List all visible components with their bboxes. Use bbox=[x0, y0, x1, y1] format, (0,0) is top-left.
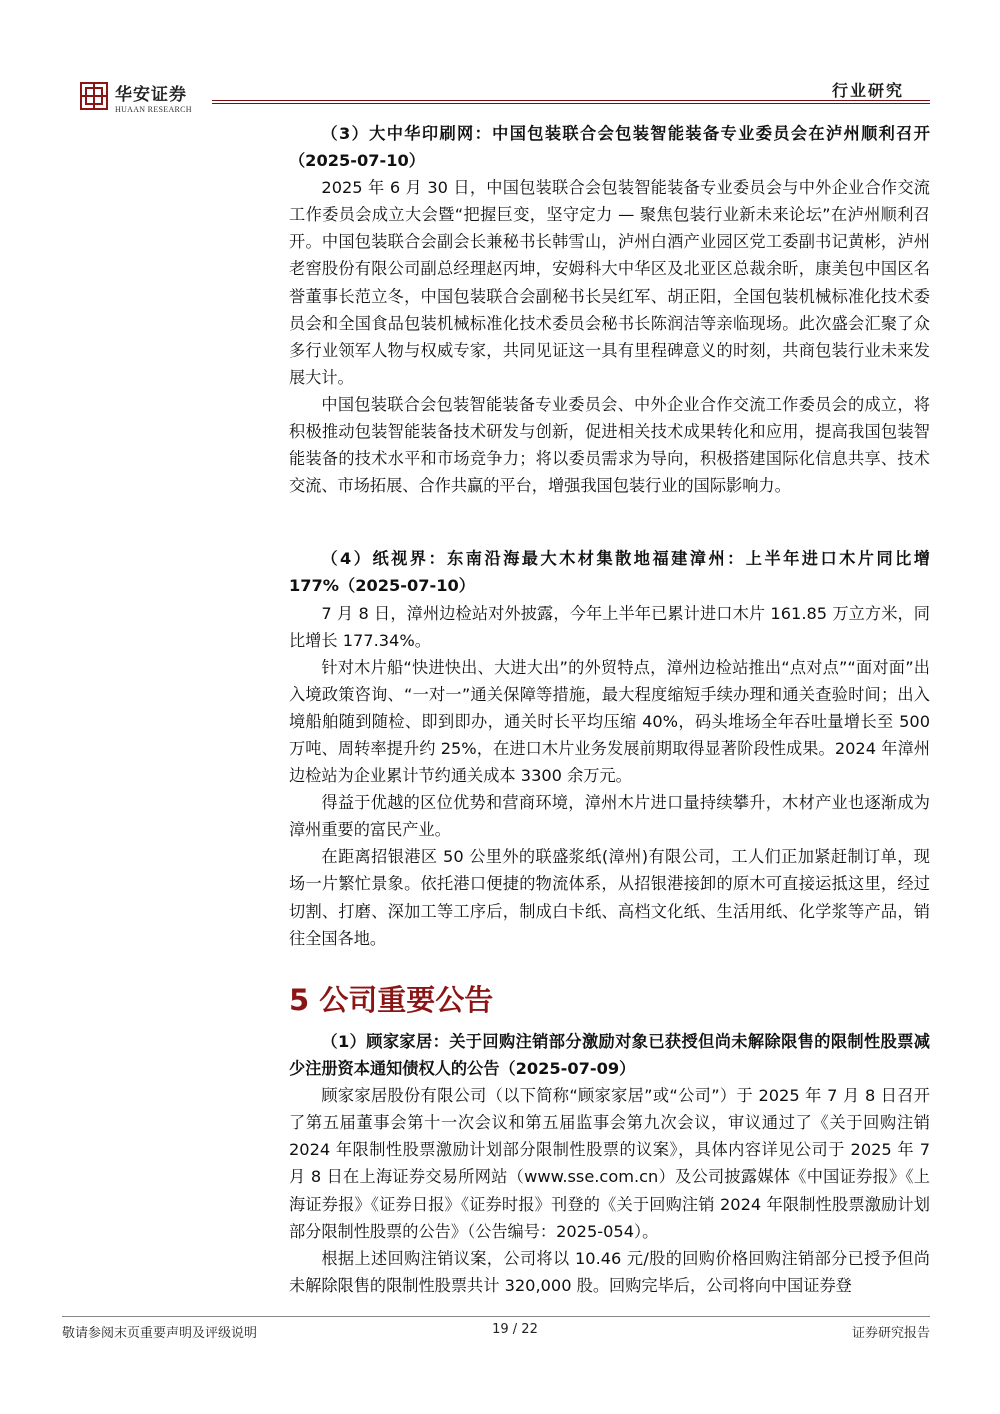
page-header bbox=[0, 0, 1000, 130]
announcement-1-paragraph: 顾家家居股份有限公司（以下简称“顾家家居”或“公司”）于 2025 年 7 月 8 日召开了第五届董事会第十一次会议和第五届监事会第九次会议，审议通过了《关于回购注销 2024 年限制性股票激励计划部分限制性股票的议案》，具体内容详见公司于 2025 年 7 月 8 日在上海证券交易所网站（www.sse.com.cn）及公司披露媒体《中国证券报》《上海证券报》《证券日报》《证券时报》刊登的《关于回购注销 2024 年限制性股票激励计划部分限制性股票的公告》（公告编号：2025-054）。 bbox=[289, 1086, 930, 1241]
huaan-seal-icon bbox=[80, 82, 108, 110]
logo-chinese-name: 华安证券 bbox=[115, 85, 187, 105]
news-item-4-paragraph: 在距离招银港区 50 公里外的联盛浆纸(漳州)有限公司，工人们正加紧赶制订单，现场一片繁忙景象。依托港口便捷的物流体系，从招银港接卸的原木可直接运抵这里，经过切割、打磨、深加工等工序后，制成白卡纸、高档文化纸、生活用纸、化学浆等产品，销往全国各地。 bbox=[289, 847, 930, 948]
news-item-4-heading: （4）纸视界：东南沿海最大木材集散地福建漳州：上半年进口木片同比增177%（2025-07-10） bbox=[289, 549, 930, 596]
footer-rule bbox=[62, 1316, 930, 1317]
news-item-3-heading: （3）大中华印刷网：中国包装联合会包装智能装备专业委员会在泸州顺利召开（2025-07-10） bbox=[289, 124, 930, 171]
footer-report-type: 证券研究报告 bbox=[851, 1326, 930, 1341]
company-logo bbox=[80, 80, 210, 122]
news-item-3-paragraph: 中国包装联合会包装智能装备专业委员会、中外企业合作交流工作委员会的成立，将积极推动包装智能装备技术研发与创新，促进相关技术成果转化和应用，提高我国包装智能装备的技术水平和市场竞争力；将以委员需求为导向，积极搭建国际化信息共享、技术交流、市场拓展、合作共赢的平台，增强我国包装行业的国际影响力。 bbox=[289, 394, 930, 496]
news-section bbox=[289, 120, 930, 952]
logo-english-name: HUAAN RESEARCH bbox=[115, 105, 192, 114]
spacer bbox=[289, 499, 930, 522]
announcement-section bbox=[289, 1028, 930, 1299]
footer-disclaimer: 敬请参阅末页重要声明及评级说明 bbox=[62, 1326, 258, 1341]
announcement-1-heading: （1）顾家家居：关于回购注销部分激励对象已获授但尚未解除限售的限制性股票减少注册资本通知债权人的公告（2025-07-09） bbox=[289, 1032, 930, 1079]
page-number: 19 / 22 bbox=[492, 1322, 538, 1337]
spacer bbox=[289, 522, 930, 545]
news-item-3-paragraph: 2025 年 6 月 30 日，中国包装联合会包装智能装备专业委员会与中外企业合作交流工作委员会成立大会暨“把握巨变，坚守定力 — 聚焦包装行业新未来论坛”在泸州顺利召开。中国包装联合会副会长兼秘书长韩雪山，泸州白酒产业园区党工委副书记黄彬，泸州老窖股份有限公司副总经理赵丙坤，安姆科大中华区及北亚区总裁余昕，康美包中国区名誉董事长范立冬，中国包装联合会副秘书长吴红军、胡正阳，全国包装机械标准化技术委员会和全国食品包装机械标准化技术委员会秘书长陈润洁等亲临现场。此次盛会汇聚了众多行业领军人物与权威专家，共同见证这一具有里程碑意义的时刻，共商包装行业未来发展大计。 bbox=[289, 178, 930, 387]
section-title: 5 公司重要公告 bbox=[289, 983, 494, 1017]
announcement-1-paragraph: 根据上述回购注销议案，公司将以 10.46 元/股的回购价格回购注销部分已授予但尚未解除限售的限制性股票共计 320,000 股。回购完毕后，公司将向中国证券登 bbox=[289, 1248, 930, 1295]
header-rule-secondary bbox=[212, 103, 930, 104]
report-category: 行业研究 bbox=[831, 81, 904, 100]
news-item-4-paragraph: 针对木片船“快进快出、大进大出”的外贸特点，漳州边检站推出“点对点”“面对面”出入境政策咨询、“一对一”通关保障等措施，最大程度缩短手续办理和通关查验时间；出入境船舶随到随检、即到即办，通关时长平均压缩 40%，码头堆场全年吞吐量增长至 500 万吨、周转率提升约 25%，在进口木片业务发展前期取得显著阶段性成果。2024 年漳州边检站为企业累计节约通关成本 3300 余万元。 bbox=[289, 657, 930, 786]
news-item-4-paragraph: 得益于优越的区位优势和营商环境，漳州木片进口量持续攀升，木材产业也逐渐成为漳州重要的富民产业。 bbox=[289, 793, 930, 840]
header-rule bbox=[212, 100, 930, 101]
news-item-4-paragraph: 7 月 8 日，漳州边检站对外披露，今年上半年已累计进口木片 161.85 万立方米，同比增长 177.34%。 bbox=[289, 603, 930, 650]
